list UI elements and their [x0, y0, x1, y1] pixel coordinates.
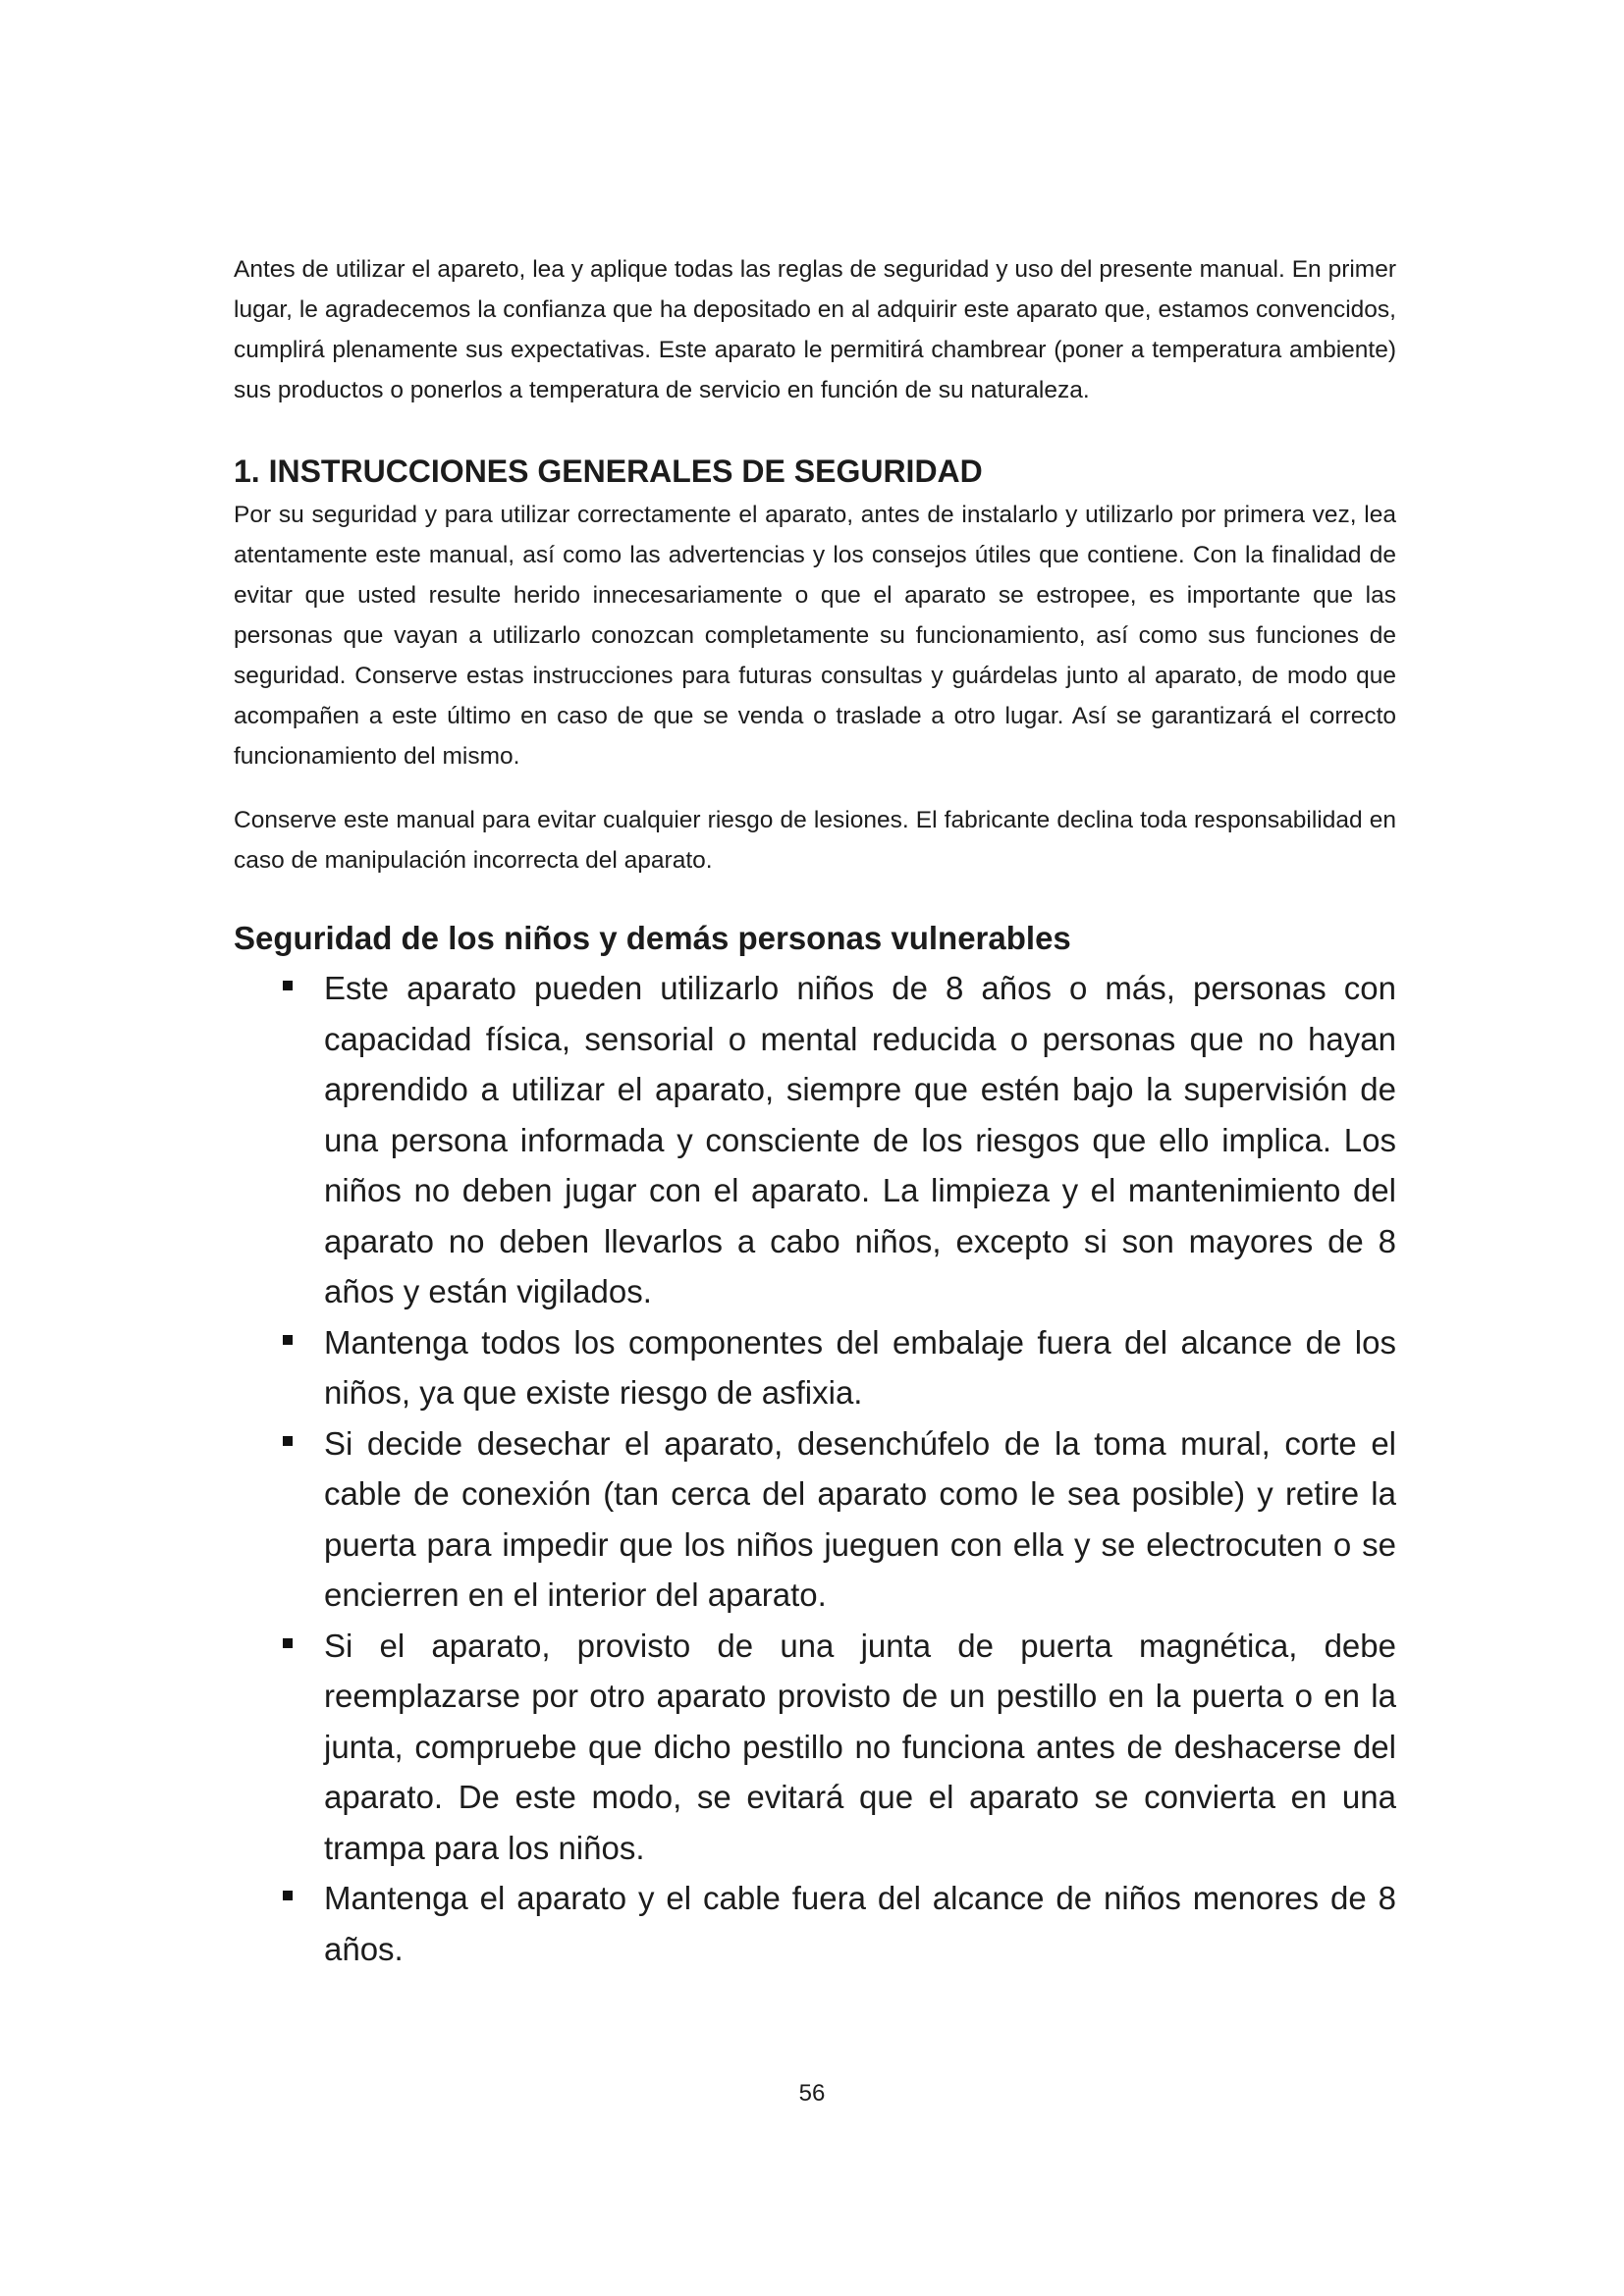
- list-item: [234, 1317, 1396, 1418]
- list-item-text: Este aparato pueden utilizarlo niños de 8 años o más, personas con capacidad física, sensorial o mental reducida o personas que no hayan aprendido a utilizar el aparato, siempre que estén bajo la supervisión de una persona informada y consciente de los riesgos que ello implica. Los niños no deben jugar con el aparato. La limpieza y el mantenimiento del aparato no deben llevarlos a cabo niños, excepto si son mayores de 8 años y están vigilados.: [324, 970, 1396, 1309]
- list-item: [234, 1621, 1396, 1874]
- list-item: [234, 1873, 1396, 1974]
- list-item: [234, 963, 1396, 1317]
- list-item-text: Si decide desechar el aparato, desenchúfelo de la toma mural, corte el cable de conexión (tan cerca del aparato como le sea posible) y retire la puerta para impedir que los niños jueguen con ella y se electrocuten o se encierren en el interior del aparato.: [324, 1424, 1396, 1613]
- square-bullet-icon: [283, 1638, 293, 1648]
- page-number: 56: [798, 2080, 826, 2107]
- square-bullet-icon: [283, 981, 293, 990]
- children-safety-list: [234, 963, 1396, 1974]
- list-item-text: Mantenga el aparato y el cable fuera del alcance de niños menores de 8 años.: [324, 1880, 1396, 1967]
- list-item-text: Si el aparato, provisto de una junta de puerta magnética, debe reemplazarse por otro aparato provisto de un pestillo en la puerta o en la junta, compruebe que dicho pestillo no funciona antes de deshacerse del aparato. De este modo, se evitará que el aparato se convierta en una trampa para los niños.: [324, 1627, 1396, 1866]
- square-bullet-icon: [283, 1335, 293, 1345]
- children-safety-heading: Seguridad de los niños y demás personas vulnerables: [234, 920, 1071, 956]
- list-item-text: Mantenga todos los componentes del embalaje fuera del alcance de los niños, ya que existe riesgo de asfixia.: [324, 1323, 1396, 1411]
- intro-paragraph: Antes de utilizar el apareto, lea y aplique todas las reglas de seguridad y uso del presente manual. En primer lugar, le agradecemos la confianza que ha depositado en al adquirir este aparato que, estamos convencidos, cumplirá plenamente sus expectativas. Este aparato le permitirá chambrear (poner a temperatura ambiente) sus productos o ponerlos a temperatura de servicio en función de su naturaleza.: [234, 256, 1396, 403]
- page-content: [234, 249, 1396, 1974]
- square-bullet-icon: [283, 1891, 293, 1900]
- square-bullet-icon: [283, 1436, 293, 1446]
- section-1-paragraph: Por su seguridad y para utilizar correctamente el aparato, antes de instalarlo y utilizarlo por primera vez, lea atentamente este manual, así como las advertencias y los consejos útiles que contiene. Con la finalidad de evitar que usted resulte herido innecesariamente o que el aparato se estropee, es importante que las personas que vayan a utilizarlo conozcan completamente su funcionamiento, así como sus funciones de seguridad. Conserve estas instrucciones para futuras consultas y guárdelas junto al aparato, de modo que acompañen a este último en caso de que se venda o traslade a otro lugar. Así se garantizará el correcto funcionamiento del mismo.: [234, 502, 1396, 770]
- section-1-disclaimer: Conserve este manual para evitar cualquier riesgo de lesiones. El fabricante declina toda responsabilidad en caso de manipulación incorrecta del aparato.: [234, 807, 1396, 874]
- list-item: [234, 1418, 1396, 1621]
- section-1-heading: 1. INSTRUCCIONES GENERALES DE SEGURIDAD: [234, 454, 983, 489]
